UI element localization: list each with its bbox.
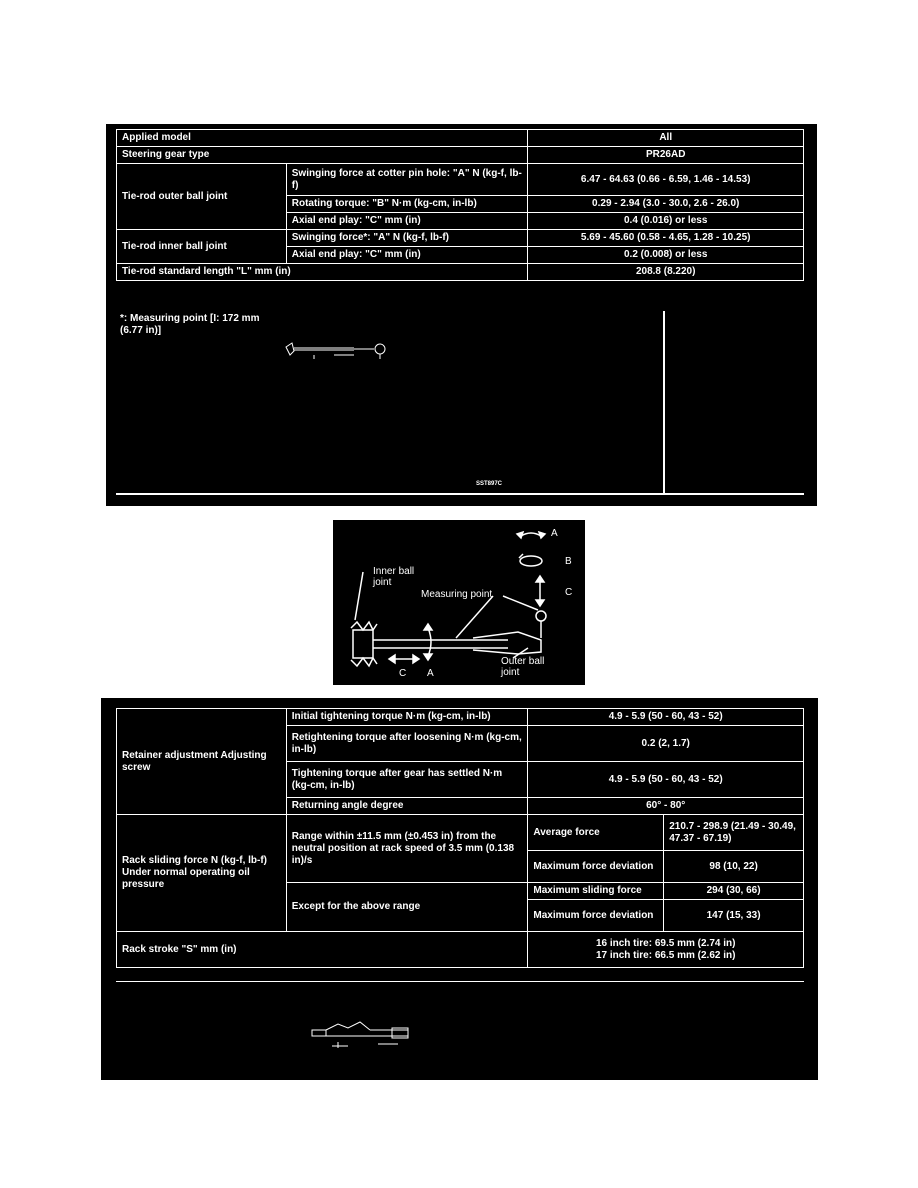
label-outer-ball-joint: Outer ball joint — [501, 656, 545, 678]
divider — [663, 311, 665, 495]
except-label: Except for the above range — [286, 883, 528, 932]
measuring-point-note-area — [116, 311, 804, 495]
rack-stroke-label: Rack stroke "S" mm (in) — [117, 932, 528, 968]
label-a-bottom: A — [427, 668, 434, 679]
outer-param: Axial end play: "C" mm (in) — [286, 213, 528, 230]
table-row — [117, 147, 804, 164]
max-slide-label: Maximum sliding force — [528, 883, 664, 900]
spec-table-tie-rod-panel — [106, 124, 817, 506]
tie-rod-spec-table — [116, 129, 804, 281]
outer-value: 6.47 - 64.63 (0.66 - 6.59, 1.46 - 14.53) — [528, 164, 804, 196]
max-dev-label: Maximum force deviation — [528, 851, 664, 883]
outer-value: 0.29 - 2.94 (3.0 - 30.0, 2.6 - 26.0) — [528, 196, 804, 213]
retainer-param: Retightening torque after loosening N·m (kg-cm, in-lb) — [286, 726, 528, 762]
inner-ball-joint-label: Tie-rod inner ball joint — [117, 230, 287, 264]
tie-rod-small-diagram — [284, 339, 394, 361]
spec-table-rack-panel — [101, 698, 818, 1080]
table-row — [117, 932, 804, 968]
retainer-value: 4.9 - 5.9 (50 - 60, 43 - 52) — [528, 709, 804, 726]
standard-length-value: 208.8 (8.220) — [528, 264, 804, 281]
figure-code: SST897C — [476, 481, 503, 487]
label-measuring-point: Measuring point — [421, 589, 493, 600]
max-slide-value: 294 (30, 66) — [664, 883, 804, 900]
rack-stroke-value-16: 16 inch tire: 69.5 mm (2.74 in) — [595, 937, 736, 949]
rack-spec-table — [116, 708, 804, 968]
table-row — [117, 230, 804, 247]
rack-stroke-value — [528, 932, 804, 968]
label-inner-ball-joint: Inner ball joint — [373, 566, 415, 588]
outer-value: 0.4 (0.016) or less — [528, 213, 804, 230]
max-dev2-value: 147 (15, 33) — [664, 900, 804, 932]
label-b: B — [565, 556, 572, 567]
gear-type-label: Steering gear type — [117, 147, 528, 164]
rack-stroke-value-17: 17 inch tire: 66.5 mm (2.62 in) — [595, 949, 736, 961]
max-dev2-label: Maximum force deviation — [528, 900, 664, 932]
retainer-value: 0.2 (2, 1.7) — [528, 726, 804, 762]
inner-param: Axial end play: "C" mm (in) — [286, 247, 528, 264]
outer-ball-joint-label: Tie-rod outer ball joint — [117, 164, 287, 230]
outer-param: Rotating torque: "B" N·m (kg-cm, in-lb) — [286, 196, 528, 213]
retainer-param: Tightening torque after gear has settled N·m (kg-cm, in-lb) — [286, 762, 528, 798]
avg-force-value: 210.7 - 298.9 (21.49 - 30.49, 47.37 - 67.19) — [664, 815, 804, 851]
standard-length-label: Tie-rod standard length "L" mm (in) — [117, 264, 528, 281]
retainer-param: Initial tightening torque N·m (kg-cm, in-lb) — [286, 709, 528, 726]
retainer-label: Retainer adjustment Adjusting screw — [117, 709, 287, 815]
table-row — [117, 164, 804, 196]
table-row — [117, 815, 804, 851]
label-c-bottom: C — [399, 668, 407, 679]
rack-diagram-area — [116, 981, 804, 1077]
rack-sliding-label: Rack sliding force N (kg-f, lb-f) Under normal operating oil pressure — [117, 815, 287, 932]
tie-rod-figure-panel — [333, 520, 585, 685]
applied-model-value: All — [528, 130, 804, 147]
inner-value: 0.2 (0.008) or less — [528, 247, 804, 264]
range-label: Range within ±11.5 mm (±0.453 in) from the neutral position at rack speed of 3.5 mm (0.138 in)/s — [286, 815, 528, 883]
avg-force-label: Average force — [528, 815, 664, 851]
table-row — [117, 130, 804, 147]
label-a-top: A — [551, 528, 558, 539]
outer-param: Swinging force at cotter pin hole: "A" N (kg-f, lb-f) — [286, 164, 528, 196]
gear-type-value: PR26AD — [528, 147, 804, 164]
rack-small-diagram — [308, 1018, 428, 1058]
table-row — [117, 264, 804, 281]
retainer-value: 60° - 80° — [528, 798, 804, 815]
inner-value: 5.69 - 45.60 (0.58 - 4.65, 1.28 - 10.25) — [528, 230, 804, 247]
applied-model-label: Applied model — [117, 130, 528, 147]
inner-param: Swinging force*: "A" N (kg-f, lb-f) — [286, 230, 528, 247]
retainer-value: 4.9 - 5.9 (50 - 60, 43 - 52) — [528, 762, 804, 798]
retainer-param: Returning angle degree — [286, 798, 528, 815]
max-dev-value: 98 (10, 22) — [664, 851, 804, 883]
table-row — [117, 709, 804, 726]
measuring-point-note: *: Measuring point [I: 172 mm (6.77 in)] — [120, 313, 260, 336]
label-c-right: C — [565, 587, 573, 598]
